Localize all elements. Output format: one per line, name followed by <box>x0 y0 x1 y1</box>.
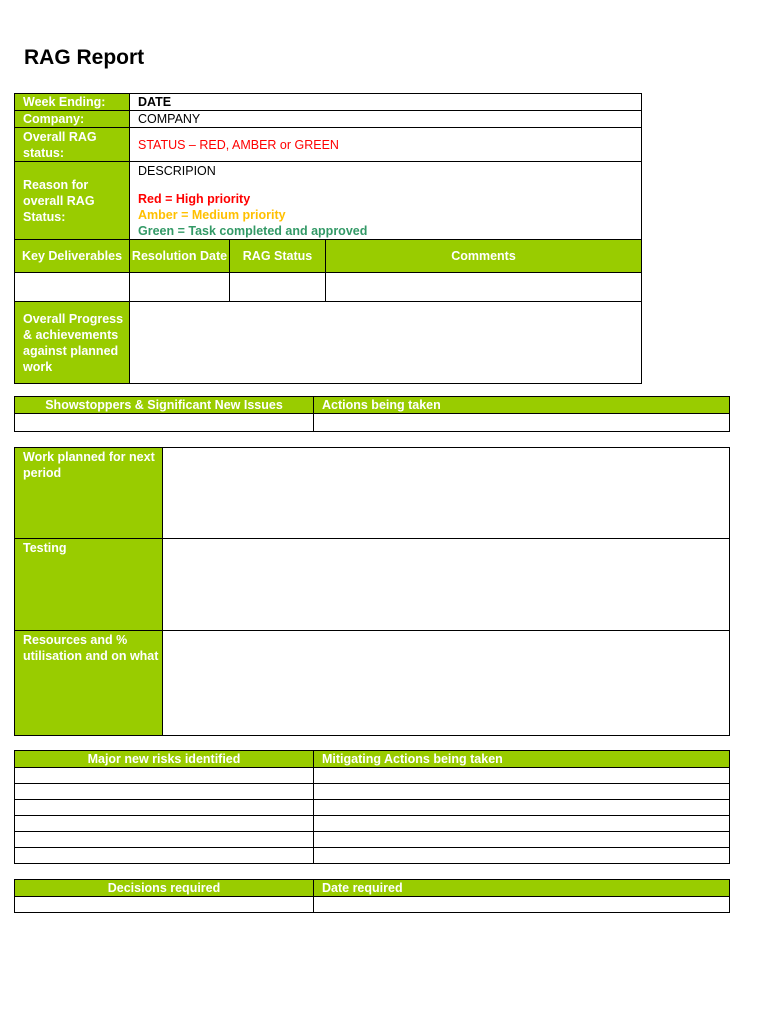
decisions-table <box>14 879 730 913</box>
resources-cell[interactable] <box>163 631 730 736</box>
mitigation-cell[interactable] <box>314 800 730 816</box>
legend-red: Red = High priority <box>138 192 251 206</box>
col-key-deliverables: Key Deliverables <box>15 240 130 273</box>
summary-table <box>14 93 642 384</box>
overall-rag-label: Overall RAG status: <box>15 128 130 162</box>
mitigation-cell[interactable] <box>314 832 730 848</box>
rag-status-cell[interactable] <box>230 273 326 302</box>
mitigation-cell[interactable] <box>314 768 730 784</box>
col-date-required: Date required <box>314 880 730 897</box>
issue-cell[interactable] <box>15 414 314 432</box>
risk-cell[interactable] <box>15 832 314 848</box>
date-required-cell[interactable] <box>314 897 730 913</box>
col-risks: Major new risks identified <box>15 751 314 768</box>
comments-cell[interactable] <box>326 273 642 302</box>
legend-green: Green = Task completed and approved <box>138 224 368 238</box>
page-title: RAG Report <box>24 46 145 69</box>
resolution-date-cell[interactable] <box>130 273 230 302</box>
reason-description: DESCRIPION <box>138 164 216 178</box>
issues-table <box>14 396 730 432</box>
mitigation-cell[interactable] <box>314 848 730 864</box>
testing-label: Testing <box>15 539 163 631</box>
risks-table <box>14 750 730 864</box>
col-decisions: Decisions required <box>15 880 314 897</box>
risk-cell[interactable] <box>15 784 314 800</box>
resources-label: Resources and % utilisation and on what <box>15 631 163 736</box>
progress-cell[interactable] <box>130 302 642 384</box>
risk-cell[interactable] <box>15 816 314 832</box>
risk-cell[interactable] <box>15 800 314 816</box>
deliverable-cell[interactable] <box>15 273 130 302</box>
mitigation-cell[interactable] <box>314 816 730 832</box>
overall-rag-value[interactable]: STATUS – RED, AMBER or GREEN <box>130 128 642 162</box>
decision-cell[interactable] <box>15 897 314 913</box>
reason-label: Reason for overall RAG Status: <box>15 162 130 240</box>
risk-cell[interactable] <box>15 768 314 784</box>
work-planned-cell[interactable] <box>163 448 730 539</box>
week-ending-value[interactable]: DATE <box>130 94 642 111</box>
company-value[interactable]: COMPANY <box>130 111 642 128</box>
legend-amber: Amber = Medium priority <box>138 208 286 222</box>
work-planned-label: Work planned for next period <box>15 448 163 539</box>
col-rag-status: RAG Status <box>230 240 326 273</box>
col-actions: Actions being taken <box>314 397 730 414</box>
company-label: Company: <box>15 111 130 128</box>
week-ending-label: Week Ending: <box>15 94 130 111</box>
mitigation-cell[interactable] <box>314 784 730 800</box>
risk-cell[interactable] <box>15 848 314 864</box>
col-showstoppers: Showstoppers & Significant New Issues <box>15 397 314 414</box>
reason-cell[interactable] <box>130 162 642 240</box>
testing-cell[interactable] <box>163 539 730 631</box>
col-comments: Comments <box>326 240 642 273</box>
col-mitigating: Mitigating Actions being taken <box>314 751 730 768</box>
progress-label: Overall Progress & achievements against planned work <box>15 302 130 384</box>
action-cell[interactable] <box>314 414 730 432</box>
plan-table <box>14 447 730 736</box>
col-resolution-date: Resolution Date <box>130 240 230 273</box>
